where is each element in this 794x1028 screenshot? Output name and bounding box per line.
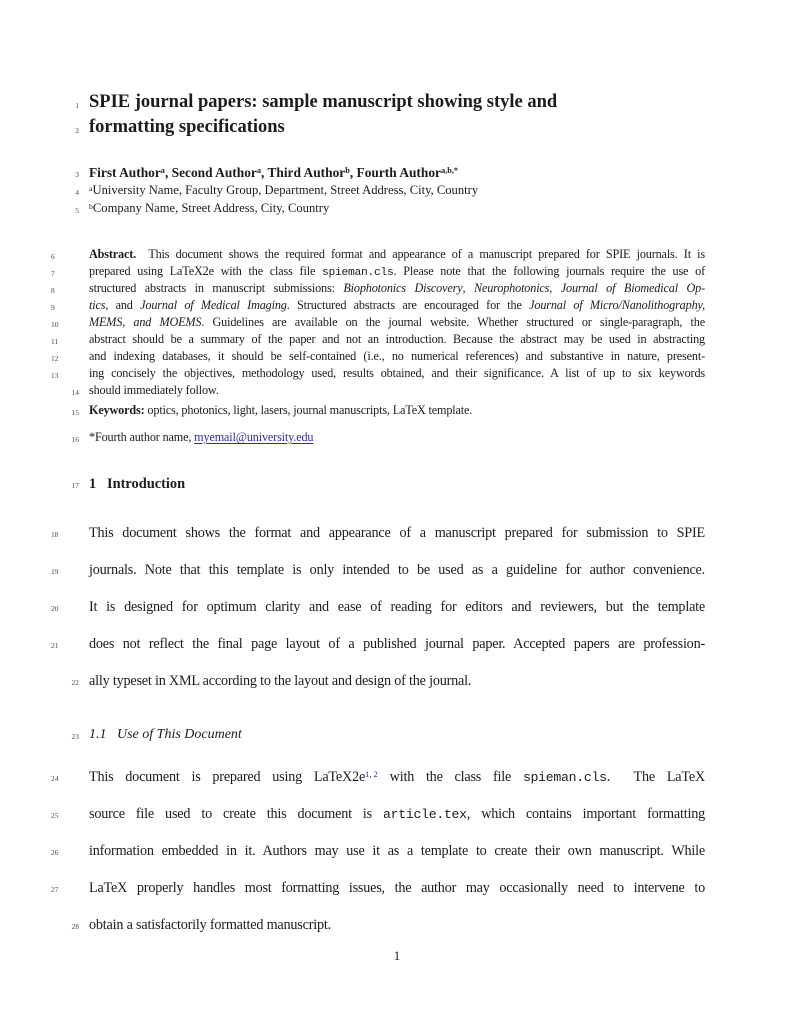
text-segment: This document is prepared using LaTeX2e xyxy=(89,769,366,785)
text-segment: should immediately follow. xyxy=(89,383,219,397)
code-text: spieman.cls xyxy=(522,770,607,785)
document-line xyxy=(71,915,705,935)
line-number: 13 xyxy=(51,370,59,380)
document-line xyxy=(51,348,705,365)
document-line xyxy=(51,597,705,617)
superscript: b xyxy=(345,166,350,176)
line-number: 26 xyxy=(51,848,59,857)
line-number: 1 xyxy=(75,100,79,110)
text-segment: journals. Note that this template is only intended to be used as a guideline for author convenience. xyxy=(89,562,705,578)
text-segment: prepared using LaTeX2e with the class file xyxy=(89,264,323,278)
text-segment: structured abstracts in manuscript submissions: xyxy=(89,281,344,295)
text-segment: Biophotonics Discovery xyxy=(343,281,463,295)
text-segment: 1 Introduction xyxy=(89,476,186,492)
line-number: 22 xyxy=(71,678,79,687)
text-segment: with the class file xyxy=(377,769,523,785)
text-segment: , Third Author xyxy=(261,165,346,180)
text-segment: ally typeset in XML according to the layout and design of the journal. xyxy=(89,673,472,689)
line-number: 27 xyxy=(51,885,59,894)
text-segment: Keywords: xyxy=(89,403,145,417)
superscript: a xyxy=(160,166,165,176)
text-segment: information embedded in it. Authors may use it as a template to create their own manuscript. While xyxy=(89,843,705,859)
text-segment: SPIE journal papers: sample manuscript showing style and xyxy=(89,92,558,112)
text-segment: 1.1 Use of This Document xyxy=(89,727,242,742)
citation-ref[interactable]: 1, 2 xyxy=(365,769,378,780)
document-line xyxy=(51,878,705,898)
document-line xyxy=(51,767,705,787)
superscript: a xyxy=(89,183,93,193)
document-line xyxy=(71,429,705,446)
text-segment: does not reflect the final page layout of a published journal paper. Accepted papers are profession- xyxy=(89,636,705,652)
text-segment: , Fourth Author xyxy=(349,165,441,180)
document-line xyxy=(51,841,705,861)
line-number: 18 xyxy=(51,530,59,539)
text-segment: *Fourth author name, xyxy=(89,430,195,444)
text-segment: Abstract. xyxy=(89,247,137,261)
text-segment: . Guidelines are available on the journal website. Whether structured or single-paragraph, the xyxy=(201,315,705,329)
text-segment: ing concisely the objectives, methodology used, results obtained, and their significance. A list of up to six keywords xyxy=(89,366,705,380)
text-segment: Neurophotonics xyxy=(473,281,550,295)
text-segment: Journal of Micro/Nanolithography, xyxy=(529,298,705,312)
text-segment: University Name, Faculty Group, Department, Street Address, City, Country xyxy=(92,183,479,197)
line-number: 10 xyxy=(51,319,59,329)
line-number: 28 xyxy=(71,922,79,931)
text-segment: Journal of Biomedical Op- xyxy=(560,281,705,295)
line-number: 6 xyxy=(51,251,55,261)
document-line xyxy=(71,725,705,745)
text-segment: optics, photonics, light, lasers, journal manuscripts, LaTeX template. xyxy=(144,403,473,417)
document-line xyxy=(51,297,705,314)
line-number: 19 xyxy=(51,567,59,576)
text-segment: First Author xyxy=(89,165,161,180)
document-line xyxy=(51,263,705,280)
document-line xyxy=(71,402,705,419)
document-line xyxy=(71,474,705,494)
text-segment: formatting specifications xyxy=(89,117,285,137)
line-number: 4 xyxy=(75,187,79,197)
line-number: 15 xyxy=(71,407,79,417)
text-segment: source file used to create this document is xyxy=(89,806,384,822)
text-segment: , which contains important formatting xyxy=(466,806,705,822)
document-line xyxy=(75,182,705,200)
text-segment: and indexing databases, it should be self-contained (i.e., no numerical references) and substantive in nature, present- xyxy=(89,349,705,363)
line-number: 24 xyxy=(51,774,59,783)
line-number: 17 xyxy=(71,481,79,490)
text-segment: abstract should be a summary of the paper and not an introduction. Because the abstract may be used in abstracting xyxy=(89,332,705,346)
text-segment: tics xyxy=(89,298,106,312)
text-segment: , xyxy=(462,281,474,295)
superscript: a xyxy=(256,166,261,176)
line-number: 20 xyxy=(51,604,59,613)
superscript: b xyxy=(89,201,93,211)
text-segment: , xyxy=(549,281,561,295)
text-segment: , Second Author xyxy=(164,165,257,180)
line-number: 16 xyxy=(71,434,79,444)
email-link[interactable]: myemail@university.edu xyxy=(194,430,314,444)
line-number: 7 xyxy=(51,268,55,278)
line-number: 5 xyxy=(75,205,79,215)
line-number: 3 xyxy=(75,170,79,179)
document-line xyxy=(75,164,705,184)
document-line xyxy=(51,280,705,297)
document-line xyxy=(51,560,705,580)
superscript: a,b,* xyxy=(440,166,459,176)
document-line xyxy=(51,523,705,543)
document-line xyxy=(75,114,705,140)
text-segment: . Structured abstracts are encouraged for the xyxy=(286,298,530,312)
line-number: 25 xyxy=(51,811,59,820)
line-number: 23 xyxy=(71,732,79,741)
text-segment: This document shows the format and appearance of a manuscript prepared for submission to SPIE xyxy=(89,525,705,541)
document-line xyxy=(51,246,705,263)
document-line xyxy=(51,634,705,654)
code-text: spieman.cls xyxy=(322,267,394,279)
document-line xyxy=(71,382,705,399)
text-segment: It is designed for optimum clarity and ease of reading for editors and reviewers, but the template xyxy=(89,599,705,615)
text-segment: obtain a satisfactorily formatted manuscript. xyxy=(89,917,331,933)
text-segment: . Please note that the following journals require the use of xyxy=(393,264,705,278)
text-segment: Journal of Medical Imaging xyxy=(140,298,287,312)
document-line xyxy=(75,200,705,218)
document-line xyxy=(51,365,705,382)
document-line xyxy=(71,671,705,691)
document-line xyxy=(51,804,705,824)
text-segment: LaTeX properly handles most formatting issues, the author may occasionally need to intervene to xyxy=(89,880,705,896)
document-line xyxy=(51,314,705,331)
text-segment: This document shows the required format and appearance of a manuscript prepared for SPIE journals. It is xyxy=(136,247,705,261)
document-line xyxy=(51,331,705,348)
text-segment: . The LaTeX xyxy=(606,769,705,785)
line-number: 11 xyxy=(51,336,59,346)
text-segment: Company Name, Street Address, City, Country xyxy=(92,201,330,215)
line-number: 14 xyxy=(71,387,79,397)
line-number: 9 xyxy=(51,302,55,312)
page-number: 1 xyxy=(393,948,401,963)
text-segment: , and xyxy=(105,298,141,312)
document-line xyxy=(75,89,705,115)
code-text: article.tex xyxy=(383,807,467,822)
line-number: 21 xyxy=(51,641,59,650)
line-number: 2 xyxy=(75,125,79,135)
line-number: 8 xyxy=(51,285,55,295)
text-segment: MEMS, and MOEMS xyxy=(89,315,202,329)
line-number: 12 xyxy=(51,353,59,363)
